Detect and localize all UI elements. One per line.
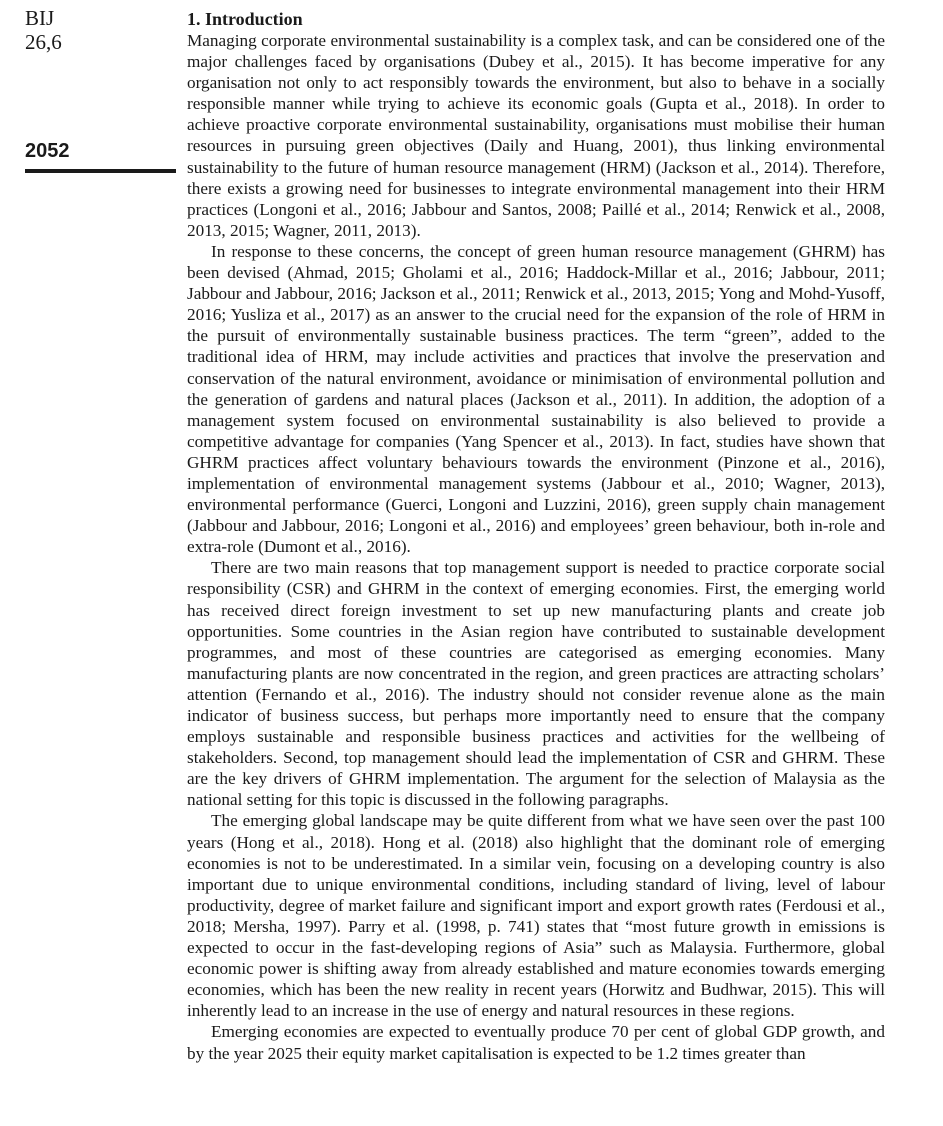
page-number: 2052 <box>25 140 70 162</box>
journal-name: BIJ <box>25 6 55 30</box>
article-body <box>187 9 885 1064</box>
journal-volume: 26,6 <box>25 30 62 54</box>
section-heading: 1. Introduction <box>187 9 303 29</box>
journal-header <box>25 6 62 54</box>
paragraph-2: In response to these concerns, the concept of green human resource management (GHRM) has been devised (Ahmad, 2015; Gholami et al., 2016; Haddock-Millar et al., 2016; Jabbour, 2011; Jabbour and Jabbour, 2016; Jackson et al., 2011; Renwick et al., 2013, 2015; Yong and Mohd-Yusoff, 2016; Yusliza et al., 2017) as an answer to the crucial need for the expansion of the role of HRM in the pursuit of environmentally sustainable business practices. The term “green”, added to the traditional idea of HRM, may include activities and practices that involve the preservation and conservation of the natural environment, avoidance or minimisation of environmental pollution and the generation of gardens and natural places (Jackson et al., 2011). In addition, the adoption of a management system focused on environmental sustainability is also believed to provide a competitive advantage for companies (Yang Spencer et al., 2013). In fact, studies have shown that GHRM practices affect voluntary behaviours towards the environment (Pinzone et al., 2016), implementation of environmental management systems (Jabbour et al., 2010; Wagner, 2013), environmental performance (Guerci, Longoni and Luzzini, 2016), green supply chain management (Jabbour and Jabbour, 2016; Longoni et al., 2016) and employees’ green behaviour, both in-role and extra-role (Dumont et al., 2016). <box>187 241 885 557</box>
paragraph-4: The emerging global landscape may be quite different from what we have seen over the past 100 years (Hong et al., 2018). Hong et al. (2018) also highlight that the dominant role of emerging economies is not to be underestimated. In a similar vein, focusing on a developing country is also important due to unique environmental conditions, including standard of living, level of labour productivity, degree of market failure and significant import and export growth rates (Ferdousi et al., 2018; Mersha, 1997). Parry et al. (1998, p. 741) states that “most future growth in emissions is expected to occur in the fast-developing regions of Asia” such as Malaysia. Furthermore, global economic power is shifting away from already established and mature economies towards emerging economies, which has been the new reality in recent years (Horwitz and Budhwar, 2015). This will inherently lead to an increase in the use of energy and natural resources in these regions. <box>187 811 885 1021</box>
paragraph-1: Managing corporate environmental sustainability is a complex task, and can be considered one of the major challenges faced by organisations (Dubey et al., 2015). It has become imperative for any organisation not only to act responsibly towards the environment, but also to behave in a socially responsible manner while trying to achieve its economic goals (Gupta et al., 2018). In order to achieve proactive corporate environmental sustainability, organisations must mobilise their human resources in pursuing green objectives (Daily and Huang, 2001), thus linking environmental sustainability to the future of human resource management (HRM) (Jackson et al., 2014). Therefore, there exists a growing need for businesses to integrate environmental management into their HRM practices (Longoni et al., 2016; Jabbour and Santos, 2008; Paillé et al., 2014; Renwick et al., 2008, 2013, 2015; Wagner, 2011, 2013). <box>187 31 885 240</box>
paragraph-3: There are two main reasons that top management support is needed to practice corporate social responsibility (CSR) and GHRM in the context of emerging economies. First, the emerging world has received direct foreign investment to set up new manufacturing plants and create job opportunities. Some countries in the Asian region have contributed to sustainable development programmes, and most of these countries are categorised as emerging economies. Many manufacturing plants are now concentrated in the region, and green practices are attracting scholars’ attention (Fernando et al., 2016). The industry should not consider revenue alone as the main indicator of business success, but perhaps more importantly need to ensure that the company employs sustainable and responsible business practices and activities for the wellbeing of stakeholders. Second, top management should lead the implementation of CSR and GHRM. These are the key drivers of GHRM implementation. The argument for the selection of Malaysia as the national setting for this topic is discussed in the following paragraphs. <box>187 558 885 810</box>
paragraph-5: Emerging economies are expected to eventually produce 70 per cent of global GDP growth, and by the year 2025 their equity market capitalisation is expected to be 1.2 times greater than <box>187 1022 885 1063</box>
margin-divider <box>25 169 176 173</box>
